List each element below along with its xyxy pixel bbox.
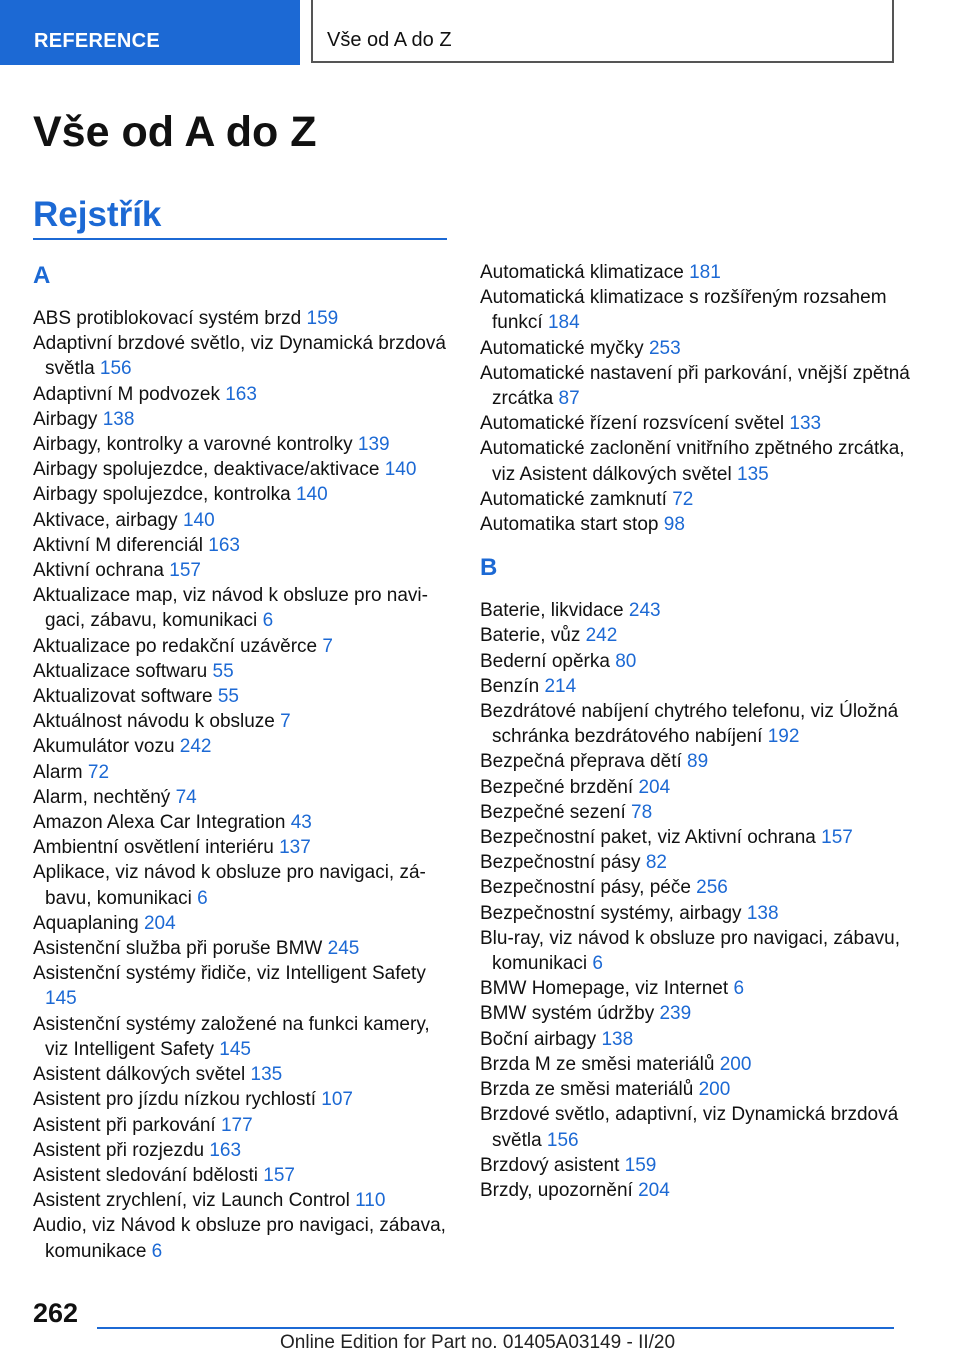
index-entry-text: Alarm, nechtěný (33, 786, 176, 808)
index-entry-text: Bezdrátové nabíjení chytrého telefonu, viz Úložná schránka bezdrátového nabíjení (480, 701, 899, 748)
index-page-link[interactable]: 145 (45, 988, 77, 1010)
index-entry-text: Akumulátor vozu (33, 736, 180, 758)
index-entry (33, 1138, 453, 1163)
index-entry (480, 976, 910, 1001)
index-entry-text: Aktualizace map, viz návod k obsluze pro navigaci, zábavu, komunikaci (33, 585, 428, 632)
index-entry (480, 361, 910, 411)
index-entry (480, 512, 910, 537)
page-number: 262 (33, 1298, 79, 1328)
footer-rule (97, 1327, 894, 1329)
index-page-link[interactable]: 204 (143, 912, 176, 934)
index-entry (480, 1052, 910, 1077)
index-entry (33, 457, 453, 482)
index-entry (480, 1153, 910, 1178)
index-page-link[interactable]: 138 (746, 902, 779, 924)
index-page-link[interactable]: 98 (663, 514, 685, 536)
index-entry-text: Brzda M ze směsi materiálů (480, 1053, 720, 1075)
index-page-link[interactable]: 43 (290, 812, 312, 834)
index-page-link[interactable]: 135 (737, 463, 769, 485)
index-page-link[interactable]: 74 (175, 786, 197, 808)
index-entry-text: Adaptivní M podvozek (33, 383, 226, 405)
index-entry (33, 1113, 453, 1138)
index-page-link[interactable]: 135 (250, 1064, 283, 1086)
index-entry-text: Bezpečnostní paket, viz Aktivní ochrana (480, 827, 822, 849)
index-page-link[interactable]: 78 (631, 801, 653, 823)
index-entry (33, 1163, 453, 1188)
index-page-link[interactable]: 177 (220, 1114, 253, 1136)
index-page-link[interactable]: 89 (687, 751, 709, 773)
index-entry (480, 1077, 910, 1102)
index-entry (480, 850, 910, 875)
index-entry (480, 901, 910, 926)
index-entry-text: BMW Homepage, viz Internet (480, 978, 734, 1000)
index-entry-text: Asistent při rozjezdu (33, 1139, 210, 1161)
index-entry-text: Aplikace, viz návod k obsluze pro navigaci, zábavu, komunikaci (33, 862, 426, 909)
index-entry-text: Boční airbagy (480, 1028, 602, 1050)
index-column-left (33, 260, 453, 1264)
index-page-link[interactable]: 7 (322, 635, 333, 657)
index-entry-text: Audio, viz Návod k obsluze pro navigaci, zábava, komunikace (33, 1215, 446, 1262)
index-entry-text: Airbagy, kontrolky a varovné kontrolky (33, 434, 358, 456)
index-entry (33, 684, 453, 709)
index-entry (480, 1001, 910, 1026)
index-entry-text: Aktivace, airbagy (33, 509, 183, 531)
index-entry-text: Automatické zamknutí (480, 488, 673, 510)
index-entry-text: Bezpečnostní systémy, airbagy (480, 902, 747, 924)
index-page-link[interactable]: 6 (151, 1240, 163, 1262)
index-page-link[interactable]: 214 (544, 675, 577, 697)
index-entry-text: Automatické řízení rozsvícení světel (480, 413, 790, 435)
index-entry-text: Aktivní ochrana (33, 560, 170, 582)
index-entry-text: Airbagy (33, 408, 103, 430)
index-entry-text: Bederní opěrka (480, 650, 616, 672)
index-entry-text: ABS protiblokovací systém brzd (33, 308, 307, 329)
index-entry-text: Bezpečnostní pásy, péče (480, 877, 697, 899)
index-entry (480, 749, 910, 774)
index-entry-text: Automatické zaclonění vnitřního zpětného zrcátka, viz Asistent dálkových světel (480, 438, 905, 485)
index-entry (33, 760, 453, 785)
index-entry-text: Airbagy spolujezdce, deaktivace/aktivace (33, 459, 385, 481)
index-entry (480, 1178, 910, 1203)
index-page-link[interactable]: 82 (645, 852, 667, 874)
index-entry (33, 1012, 453, 1062)
index-entry (480, 699, 910, 749)
index-entry (33, 533, 453, 558)
index-page-link[interactable]: 72 (672, 488, 694, 510)
section-tab[interactable] (0, 0, 300, 65)
index-entry-text: Bezpečné brzdění (480, 776, 639, 798)
index-entry (33, 1062, 453, 1087)
index-entry-text: Brzdový asistent (480, 1154, 625, 1176)
index-entry (33, 382, 453, 407)
index-page-link[interactable]: 242 (585, 625, 618, 647)
index-entry (33, 1087, 453, 1112)
index-entry-text: Brzda ze směsi materiálů (480, 1079, 699, 1101)
index-page-link[interactable]: 200 (719, 1053, 752, 1075)
chapter-header (311, 0, 894, 63)
index-page-link[interactable]: 55 (217, 686, 239, 708)
index-entry (480, 285, 910, 335)
index-entry-text: Bezpečné sezení (480, 801, 632, 823)
index-entry-text: Asistent sledování bdělosti (33, 1164, 264, 1186)
index-page-link[interactable]: 200 (698, 1079, 731, 1101)
index-page-link[interactable]: 159 (624, 1154, 657, 1176)
index-entry (33, 432, 453, 457)
index-page-link[interactable]: 80 (615, 650, 637, 672)
index-page-link[interactable]: 163 (225, 383, 257, 405)
index-entry-text: Airbagy spolujezdce, kontrolka (33, 484, 296, 506)
index-entry-text: Aktivní M diferenciál (33, 534, 209, 556)
index-page-link[interactable]: 87 (558, 388, 580, 410)
index-entry-text: Automatická klimatizace s rozšířeným rozsahem funkcí (480, 287, 887, 334)
index-entry-text: Asistenční služba při poruše BMW (33, 938, 328, 960)
index-entry (480, 487, 910, 512)
index-entry (480, 674, 910, 699)
index-entry (480, 926, 910, 976)
index-entry (33, 936, 453, 961)
index-entry (33, 835, 453, 860)
index-entry-text: Aktualizace po redakční uzávěrce (33, 635, 323, 657)
index-page-link[interactable]: 55 (212, 660, 234, 682)
index-entry-text: Aktualizace softwaru (33, 660, 213, 682)
index-page-link[interactable]: 163 (208, 534, 240, 556)
index-entry-text: Asistent dálkových světel (33, 1064, 251, 1086)
index-entry-text: BMW systém údržby (480, 1003, 660, 1025)
index-page-link[interactable]: 239 (659, 1003, 692, 1025)
index-entry (33, 331, 453, 381)
index-entry (33, 1213, 453, 1263)
index-page-link[interactable]: 184 (547, 312, 580, 334)
index-entry-text: Bezpečnostní pásy (480, 852, 646, 874)
chapter-title: Vše od A do Z (327, 29, 452, 51)
index-entry (33, 911, 453, 936)
index-entry-text: Automatické myčky (480, 337, 649, 359)
index-page-link[interactable]: 139 (357, 434, 390, 456)
index-entry (33, 482, 453, 507)
index-page-link[interactable]: 140 (384, 459, 417, 481)
index-page-link[interactable]: 245 (327, 938, 360, 960)
index-letter: A (33, 262, 51, 289)
index-page-link[interactable]: 133 (789, 413, 822, 435)
index-entry (33, 709, 453, 734)
index-page-link[interactable]: 6 (262, 610, 274, 632)
index-entry (33, 734, 453, 759)
index-page-link[interactable]: 145 (219, 1038, 251, 1060)
index-entry (33, 785, 453, 810)
index-page-link[interactable]: 140 (182, 509, 215, 531)
index-column-right (480, 260, 910, 1203)
index-entry (33, 583, 453, 633)
index-entry-text: Brzdy, upozornění (480, 1179, 639, 1201)
edition-footer: Online Edition for Part no. 01405A03149 - II/20 (280, 1332, 676, 1353)
index-entry-text: Automatická klimatizace (480, 262, 690, 283)
index-page-link[interactable]: 140 (295, 484, 328, 506)
index-entry-text: Asistent při parkování (33, 1114, 221, 1136)
index-entry (480, 1027, 910, 1052)
index-entry-text: Brzdové světlo, adaptivní, viz Dynamická brzdová světla (480, 1104, 899, 1151)
index-entry (480, 825, 910, 850)
index-page-link[interactable]: 110 (355, 1190, 386, 1212)
index-page-link[interactable]: 138 (601, 1028, 634, 1050)
index-entry (33, 1188, 453, 1213)
index-entry-text: Adaptivní brzdové světlo, viz Dynamická brzdová světla (33, 333, 446, 380)
index-page-link[interactable]: 156 (546, 1129, 579, 1151)
index-letter: B (480, 554, 498, 582)
index-entry-text: Ambientní osvětlení interiéru (33, 837, 280, 859)
index-entry (480, 623, 910, 648)
index-page-link[interactable]: 204 (638, 1179, 670, 1201)
index-entry (480, 1102, 910, 1152)
index-heading: Rejstřík (33, 195, 162, 234)
index-entry (33, 810, 453, 835)
index-entry-text: Automatika start stop (480, 514, 664, 536)
index-page-link[interactable]: 6 (733, 978, 745, 1000)
index-entry (480, 436, 910, 486)
index-page-link[interactable]: 243 (628, 600, 661, 622)
index-page-link[interactable]: 242 (179, 736, 212, 758)
index-page-link[interactable]: 204 (638, 776, 671, 798)
page-title: Vše od A do Z (33, 108, 317, 156)
index-entry-text: Alarm (33, 761, 88, 783)
index-entry (480, 336, 910, 361)
index-entry-text: Aktuálnost návodu k obsluze (33, 711, 281, 733)
index-page-link[interactable]: 107 (321, 1089, 353, 1111)
index-page-link[interactable]: 159 (306, 308, 339, 329)
index-entry (480, 649, 910, 674)
index-page-link[interactable]: 156 (99, 358, 132, 380)
index-entry (33, 558, 453, 583)
index-entry-text: Baterie, likvidace (480, 600, 629, 622)
index-entry (480, 875, 910, 900)
index-page-link[interactable]: 6 (197, 887, 208, 909)
index-page-link[interactable]: 157 (821, 827, 853, 849)
index-entry (33, 961, 453, 1011)
index-entry (480, 260, 910, 285)
index-entry-text: Asistenční systémy založené na funkci kamery, viz Intelligent Safety (33, 1013, 430, 1060)
index-page-link[interactable]: 157 (169, 560, 201, 582)
index-page-link[interactable]: 256 (696, 877, 728, 899)
index-entry-text: Benzín (480, 675, 545, 697)
index-entry-text: Asistent pro jízdu nízkou rychlostí (33, 1089, 322, 1111)
heading-rule (33, 238, 447, 240)
index-entry-text: Aquaplaning (33, 912, 144, 934)
index-entry-text: Automatické nastavení při parkování, vnější zpětná zrcátka (480, 362, 910, 410)
index-entry-text: Bezpečná přeprava dětí (480, 751, 688, 773)
index-entry (33, 860, 453, 910)
index-entry (480, 411, 910, 436)
index-entry (33, 508, 453, 533)
index-page-link[interactable]: 192 (767, 726, 800, 748)
index-entry-text: Blu-ray, viz návod k obsluze pro navigaci, zábavu, komunikaci (480, 927, 900, 975)
index-page-link[interactable]: 157 (263, 1164, 295, 1186)
index-entry-text: Amazon Alexa Car Integration (33, 812, 291, 834)
index-entry (33, 407, 453, 432)
index-page-link[interactable]: 253 (648, 337, 681, 359)
index-page-link[interactable]: 138 (102, 408, 135, 430)
index-entry-text: Baterie, vůz (480, 625, 586, 647)
index-entry (33, 659, 453, 684)
index-entry-text: Asistent zrychlení, viz Launch Control (33, 1190, 356, 1212)
index-entry-text: Aktualizovat software (33, 686, 218, 708)
index-entry (480, 775, 910, 800)
index-page-link[interactable]: 6 (592, 953, 603, 975)
index-page-link[interactable]: 181 (689, 262, 721, 283)
index-entry (33, 306, 453, 331)
section-tab-label: REFERENCE (34, 30, 161, 52)
index-entry (33, 634, 453, 659)
index-entry (480, 598, 910, 623)
index-page-link[interactable]: 72 (87, 761, 110, 783)
index-page-link[interactable]: 7 (280, 711, 291, 733)
index-entry-text: Asistenční systémy řidiče, viz Intelligent Safety (33, 963, 426, 985)
index-page-link[interactable]: 163 (209, 1139, 242, 1161)
index-entry (480, 800, 910, 825)
index-page-link[interactable]: 137 (279, 837, 311, 859)
